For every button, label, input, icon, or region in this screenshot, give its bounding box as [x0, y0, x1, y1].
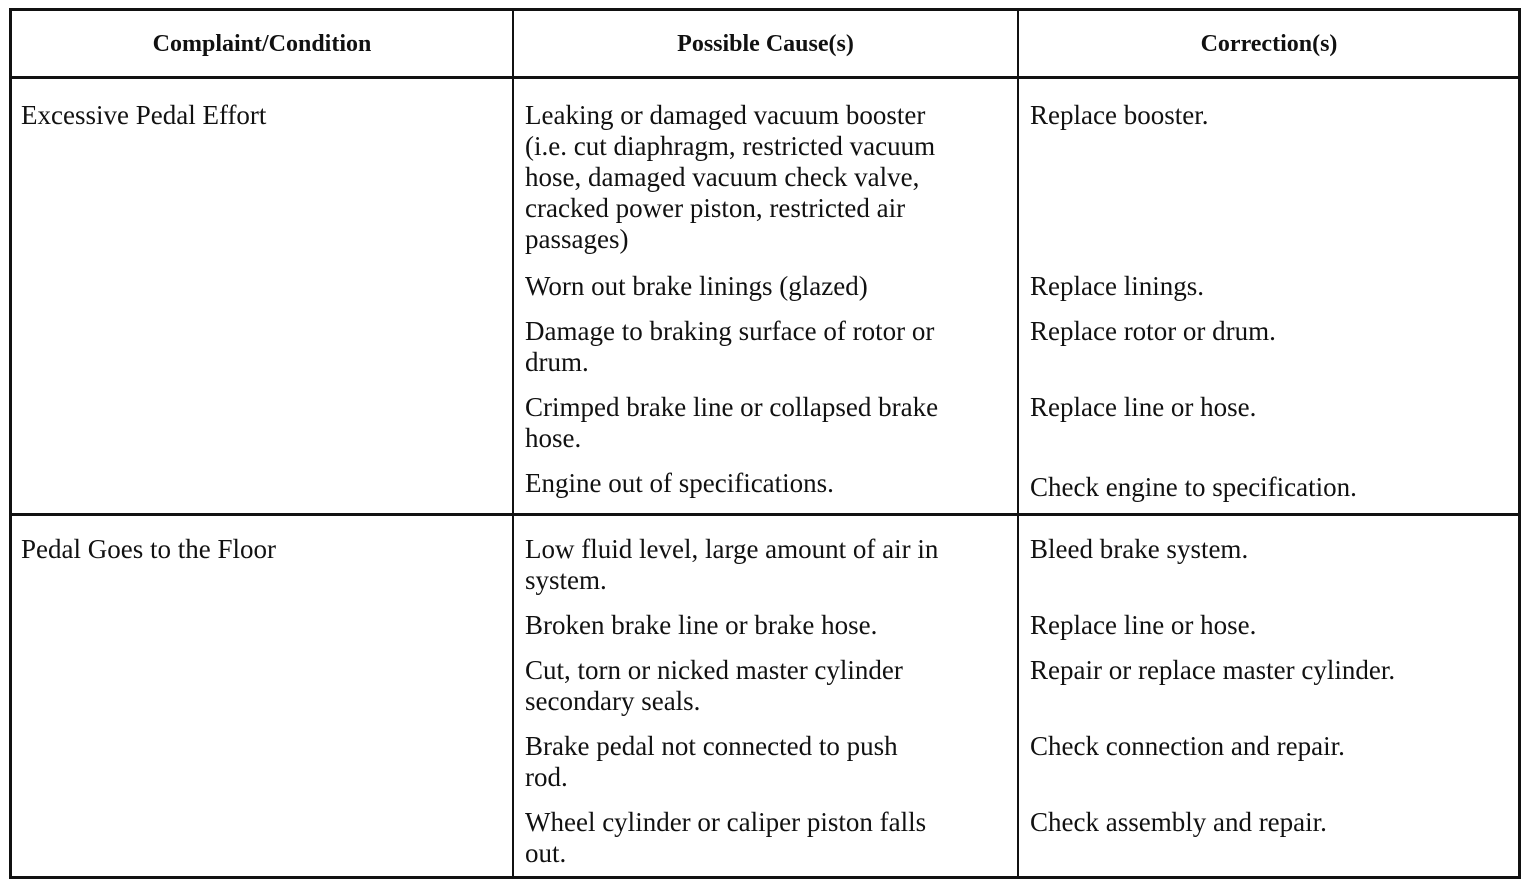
header-correction: Correction(s): [1200, 31, 1338, 57]
cause-cell: [525, 392, 938, 454]
cause-line: out.: [525, 838, 567, 868]
header-divider: [9, 76, 1521, 79]
cause-line: hose.: [525, 423, 582, 453]
cause-cell: [525, 271, 868, 302]
cause-cell: [525, 468, 834, 499]
cause-line: Brake pedal not connected to push: [525, 731, 898, 761]
cause-line: system.: [525, 565, 607, 595]
cause-line: passages): [525, 224, 629, 254]
correction-cell: Check assembly and repair.: [1030, 807, 1327, 837]
cause-cell: [525, 655, 903, 717]
cause-line: Broken brake line or brake hose.: [525, 610, 878, 640]
cause-line: Engine out of specifications.: [525, 468, 834, 498]
cause-line: Wheel cylinder or caliper piston falls: [525, 807, 927, 837]
cause-line: Cut, torn or nicked master cylinder: [525, 655, 903, 685]
cause-cell: [525, 731, 898, 793]
cause-cell: [525, 316, 934, 378]
correction-cell: Bleed brake system.: [1030, 534, 1249, 564]
cause-line: Leaking or damaged vacuum booster: [525, 100, 926, 130]
group-divider: [9, 513, 1521, 516]
cause-line: secondary seals.: [525, 686, 701, 716]
column-divider-1: [512, 8, 514, 879]
header-cause: Possible Cause(s): [677, 31, 854, 57]
cause-cell: [525, 807, 926, 869]
header-complaint: Complaint/Condition: [152, 31, 372, 57]
correction-cell: Replace rotor or drum.: [1030, 316, 1276, 346]
cause-line: cracked power piston, restricted air: [525, 193, 906, 223]
correction-cell: Replace booster.: [1030, 100, 1209, 130]
cause-line: drum.: [525, 347, 589, 377]
correction-cell: Repair or replace master cylinder.: [1030, 655, 1396, 685]
correction-cell: Replace linings.: [1030, 271, 1204, 301]
cause-line: Damage to braking surface of rotor or: [525, 316, 935, 346]
cause-line: Crimped brake line or collapsed brake: [525, 392, 939, 422]
correction-cell: Check engine to specification.: [1030, 472, 1357, 502]
correction-cell: Replace line or hose.: [1030, 392, 1257, 422]
cause-cell: [525, 100, 935, 255]
complaint-cell: Excessive Pedal Effort: [21, 100, 267, 130]
correction-cell: Replace line or hose.: [1030, 610, 1257, 640]
cause-line: Low fluid level, large amount of air in: [525, 534, 939, 564]
correction-cell: Check connection and repair.: [1030, 731, 1345, 761]
cause-cell: [525, 610, 877, 641]
complaint-cell: Pedal Goes to the Floor: [21, 534, 276, 564]
cause-line: hose, damaged vacuum check valve,: [525, 162, 920, 192]
cause-line: Worn out brake linings (glazed): [525, 271, 868, 301]
cause-line: rod.: [525, 762, 568, 792]
cause-cell: [525, 534, 938, 596]
column-divider-2: [1017, 8, 1019, 879]
cause-line: (i.e. cut diaphragm, restricted vacuum: [525, 131, 936, 161]
